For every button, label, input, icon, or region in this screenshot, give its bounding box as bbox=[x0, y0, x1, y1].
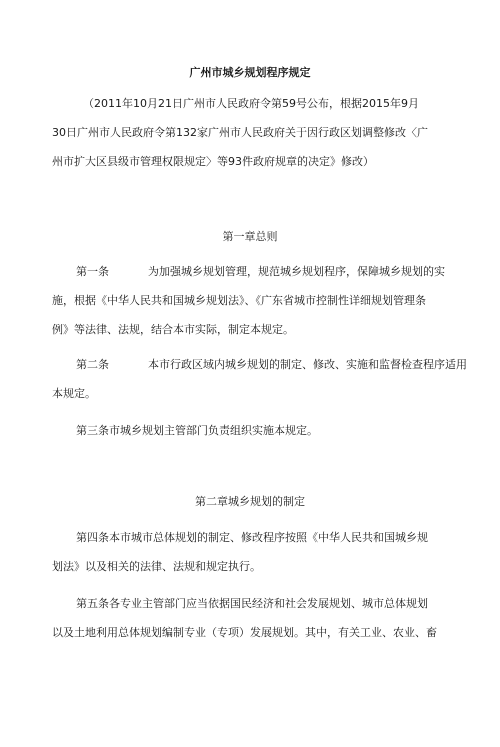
article-1-text: 为加强城乡规划管理，规范城乡规划程序，保障城乡规划的实 bbox=[148, 265, 445, 278]
article-1-line-3: 例》等法律、法规，结合本市实际，制定本规定。 bbox=[52, 323, 294, 336]
article-2-line-2: 本规定。 bbox=[52, 387, 96, 400]
chapter-1-heading: 第一章总则 bbox=[222, 230, 278, 243]
article-1-number: 第一条 bbox=[76, 265, 109, 278]
preamble-line-1: （2011年10月21日广州市人民政府令第59号公布，根据2015年9月 bbox=[83, 97, 419, 110]
article-1-first-line bbox=[76, 265, 445, 279]
article-2-text: 本市行政区域内城乡规划的制定、修改、实施和监督检查程序适用 bbox=[148, 358, 467, 371]
chapter-2-heading: 第二章城乡规划的制定 bbox=[195, 495, 305, 508]
article-4-line-2: 划法》以及相关的法律、法规和规定执行。 bbox=[52, 560, 261, 573]
preamble-line-3: 州市扩大区县级市管理权限规定〉等93件政府规章的决定》修改） bbox=[52, 155, 374, 168]
article-3-line-1: 第三条市城乡规划主管部门负责组织实施本规定。 bbox=[76, 424, 318, 437]
document-title: 广州市城乡规划程序规定 bbox=[189, 66, 311, 79]
preamble-line-2: 30日广州市人民政府令第132家广州市人民政府关于因行政区划调整修改〈广 bbox=[52, 126, 428, 139]
article-1-line-2: 施，根据《中华人民共和国城乡规划法》、《广东省城市控制性详细规划管理条 bbox=[52, 294, 426, 307]
article-2-first-line bbox=[76, 358, 467, 372]
article-2-number: 第二条 bbox=[76, 358, 109, 371]
article-4-line-1: 第四条本市城市总体规划的制定、修改程序按照《中华人民共和国城乡规 bbox=[76, 531, 428, 544]
article-5-line-2: 以及土地利用总体规划编制专业（专项）发展规划。其中，有关工业、农业、畜 bbox=[52, 626, 437, 639]
article-5-line-1: 第五条各专业主管部门应当依据国民经济和社会发展规划、城市总体规划 bbox=[76, 597, 428, 610]
